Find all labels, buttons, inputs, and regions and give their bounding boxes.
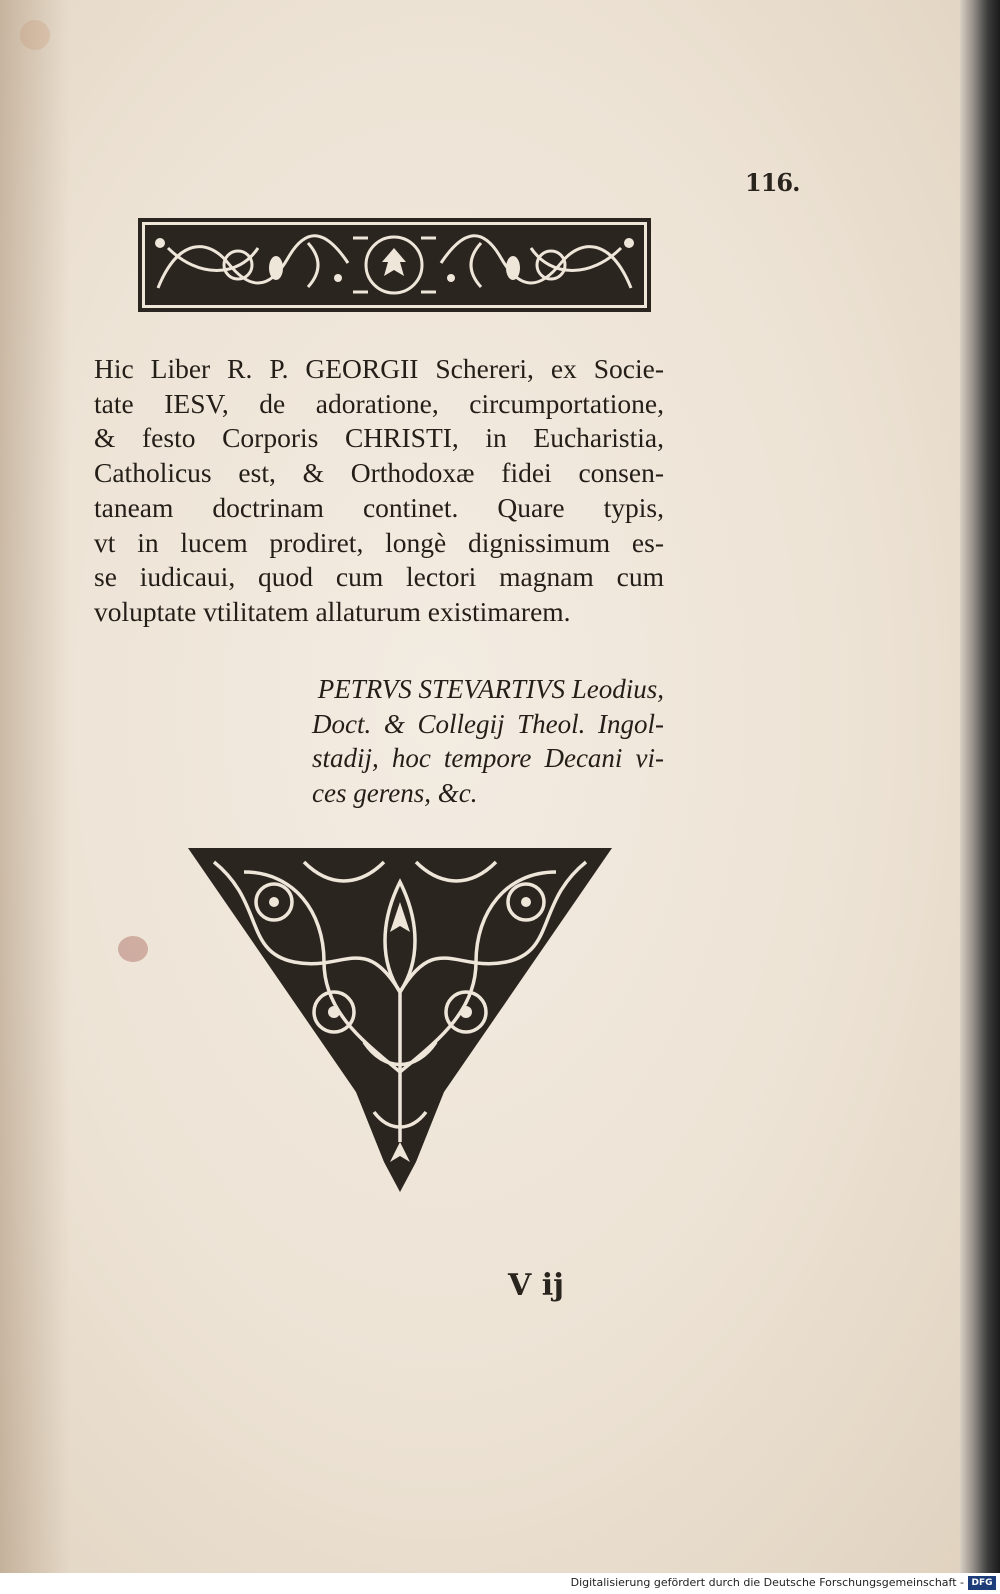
signature-line: PETRVS STEVARTIVS Leodius, [317, 674, 664, 704]
signature-line: ces gerens, &c. [312, 777, 478, 808]
page-gutter-shadow [0, 0, 70, 1573]
paper-stain [118, 936, 148, 962]
footer-bar [0, 1573, 1000, 1594]
approval-line: voluptate vtilitatem allaturum existimarem. [94, 595, 571, 627]
approval-text [94, 352, 664, 630]
signature-line: Doct. & Collegij Theol. Ingol- [312, 708, 664, 739]
funding-credit: Digitalisierung gefördert durch die Deutsche Forschungsgemeinschaft - [570, 1576, 964, 1589]
page-stack-edge [960, 0, 1000, 1573]
gathering-signature-mark: V ij [508, 1268, 564, 1303]
approval-line: Hic Liber R. P. GEORGII Schereri, ex Socie- [94, 353, 664, 384]
paper-stain [20, 20, 50, 50]
approval-line: & festo Corporis CHRISTI, in Eucharistia, [94, 422, 664, 454]
approval-line: vt in lucem prodiret, longè dignissimum es- [94, 526, 664, 558]
approval-line: taneam doctrinam continet. Quare typis, [94, 491, 664, 523]
signature-line: stadij, hoc tempore Decani vi- [312, 743, 664, 773]
woodcut-headpiece-icon [138, 218, 651, 312]
floral-tailpiece-icon [184, 842, 616, 1197]
censor-signature [246, 672, 664, 810]
dfg-logo-icon: DFG [968, 1576, 996, 1590]
approval-line: tate IESV, de adoratione, circumportatione, [94, 387, 664, 419]
folio-number: 116. [745, 168, 800, 197]
approval-line: Catholicus est, & Orthodoxæ fidei consen- [94, 457, 664, 489]
approval-line: se iudicaui, quod cum lectori magnam cum [94, 561, 664, 593]
